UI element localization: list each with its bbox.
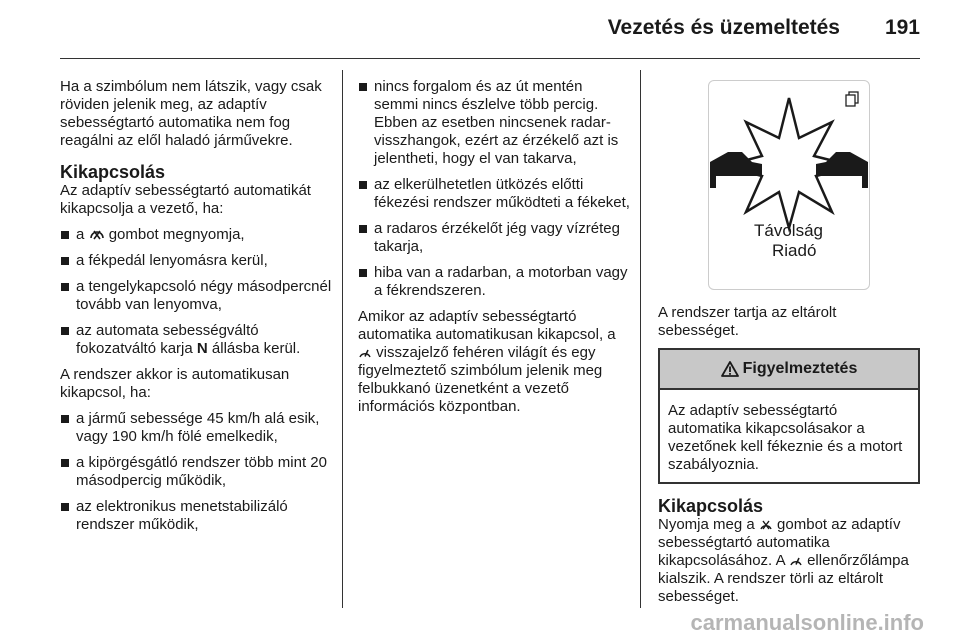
list-item: az automata sebességváltó fokozatváltó karja N állásba kerül. [60,322,332,358]
auto-deactivation-list-continued [358,78,630,300]
bullet-square [61,257,69,265]
list-item: a radaros érzékelőt jég vagy vízréteg takarja, [358,220,630,256]
list-item: a kipörgésgátló rendszer több mint 20 másodpercig működik, [60,454,332,490]
column-divider-1 [342,70,343,608]
bullet-square [61,231,69,239]
bullet-square [61,415,69,423]
cruise-off-button-icon [759,518,773,531]
bullet-square [359,181,367,189]
bullet-square [61,459,69,467]
auto-off-paragraph: Amikor az adaptív sebességtartó automatika automatikusan kikapcsol, a visszajelző fehéren világít és egy figyelmeztető szimbólum jelenik meg felbukkanó üzenetként a vezető információs központban. [358,308,616,415]
intro-paragraph: Ha a szimbólum nem látszik, vagy csak röviden jelenik meg, az adaptív sebességtartó automatika nem fog reagálni az elől haladó járművekre. [60,78,322,149]
bullet-square [359,269,367,277]
column-divider-2 [640,70,641,608]
document-icon [846,92,858,106]
bullet-square [359,83,367,91]
list-item: a gombot megnyomja, [60,226,332,244]
cruise-control-indicator-icon [789,554,803,567]
stored-speed-paragraph: A rendszer tartja az eltárolt sebességet. [658,304,837,339]
warning-header [660,350,918,390]
header-rule [60,58,920,59]
list-item: a fékpedál lenyomásra kerül, [60,252,332,270]
list-item: a jármű sebessége 45 km/h alá esik, vagy 190 km/h fölé emelkedik, [60,410,332,446]
page-title: Vezetés és üzemeltetés [607,16,840,39]
page-header [60,16,920,46]
auto-deactivation-list [60,410,332,534]
warning-title: Figyelmeztetés [742,360,858,377]
bullet-square [61,503,69,511]
warning-box [658,348,920,484]
section-heading-deactivation: Kikapcsolás [60,162,166,182]
watermark: carmanualsonline.info [690,610,924,635]
list-item: hiba van a radarban, a motorban vagy a fékrendszeren. [358,264,630,300]
driver-deactivation-list [60,226,332,358]
figure-label-distance: Távolság [754,221,823,240]
auto-deactivation-lead: A rendszer akkor is automatikusan kikapcsol, ha: [60,366,290,401]
warning-triangle-icon [721,361,739,377]
bullet-square [61,283,69,291]
distance-alert-figure [658,78,920,292]
figure-label-alert: Riadó [772,241,817,260]
column-2 [358,78,630,424]
deactivation-paragraph: Nyomja meg a gombot az adaptív sebességtartó automatika kikapcsolásához. A ellenőrzőlámpa kialszik. A rendszer törli az eltárolt sebességet. [658,516,909,605]
column-1 [60,78,332,542]
list-item: nincs forgalom és az út mentén semmi nincs észlelve több percig. Ebben az esetben nincsenek radar-visszhangok, ezért az érzékelő azt is jelentheti, hogy el van takarva, [358,78,630,168]
deactivation-lead: Az adaptív sebességtartó automatikát kikapcsolja a vezető, ha: [60,182,311,217]
cruise-control-indicator-icon [358,346,372,359]
column-3 [658,78,920,614]
cruise-cancel-icon [89,227,105,241]
bullet-square [61,327,69,335]
page-number: 191 [884,16,920,39]
list-item: az elektronikus menetstabilizáló rendszer működik, [60,498,332,534]
bullet-square [359,225,367,233]
warning-body: Az adaptív sebességtartó automatika kikapcsolásakor a vezetőnek kell fékeznie és a motort szabályoznia. [668,402,903,473]
list-item: a tengelykapcsoló négy másodpercnél tovább van lenyomva, [60,278,332,314]
section-heading-deactivation-2: Kikapcsolás [658,496,764,516]
list-item: az elkerülhetetlen ütközés előtti fékezési rendszer működteti a fékeket, [358,176,630,212]
